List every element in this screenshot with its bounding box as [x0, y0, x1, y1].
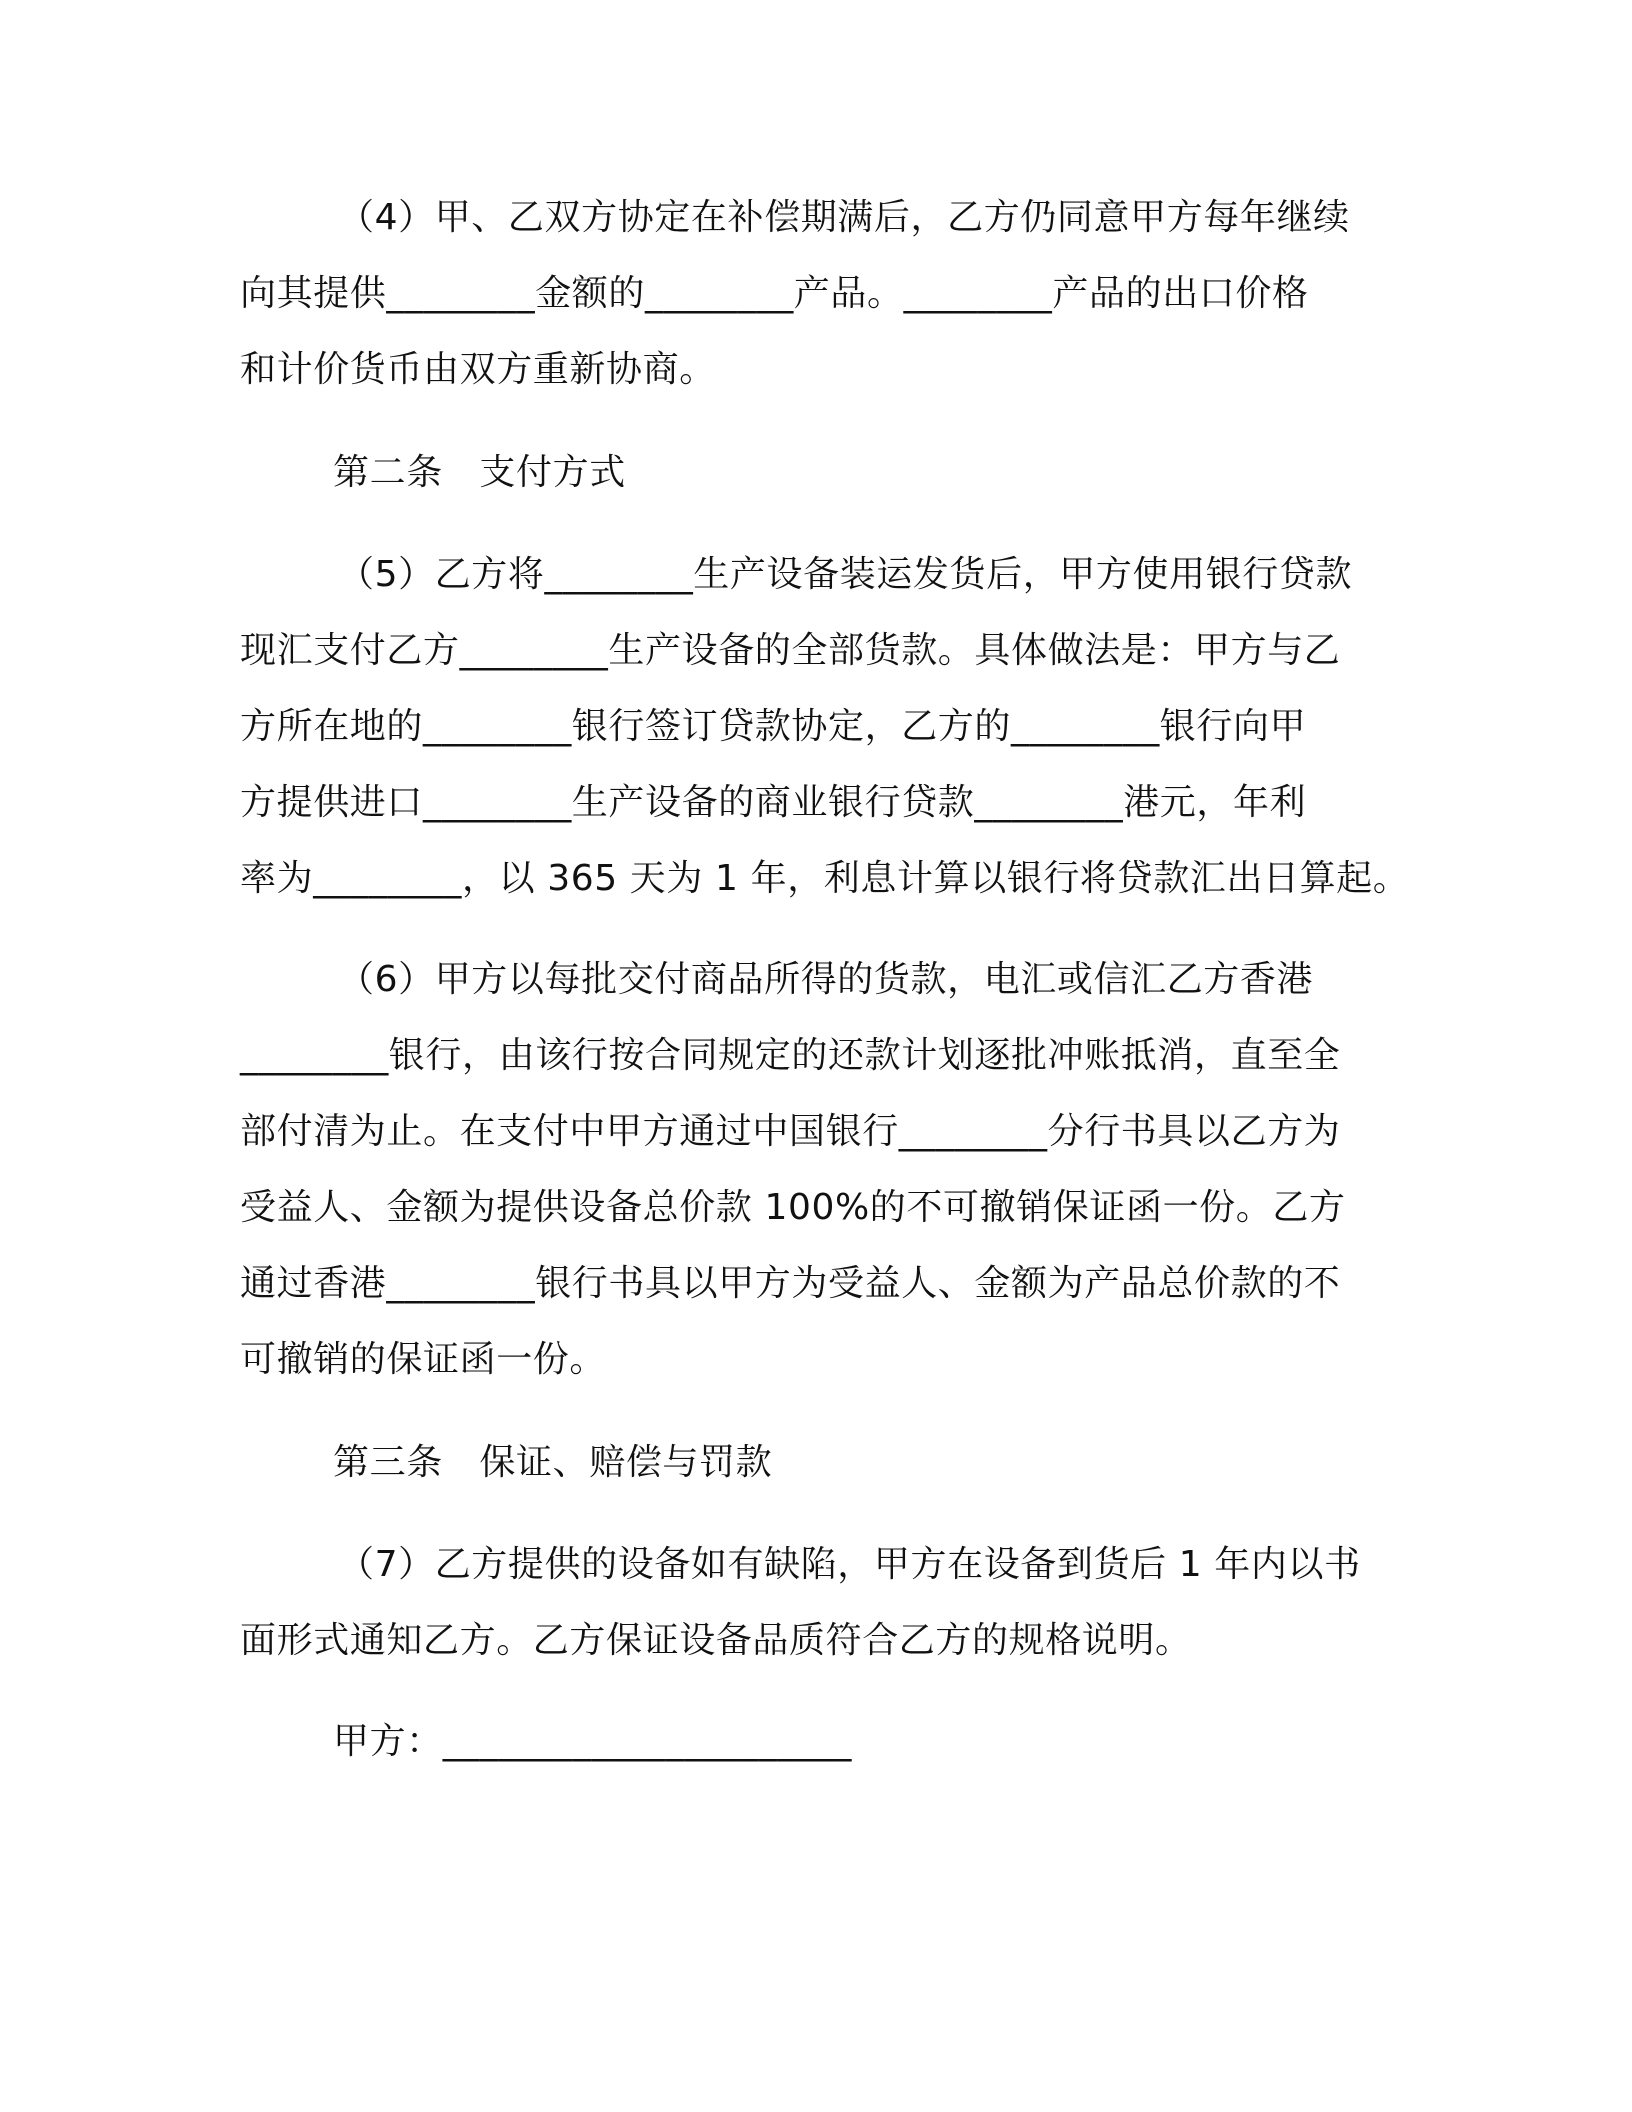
clause-6-line-6: 可撤销的保证函一份。 [240, 1339, 607, 1380]
clause-5-line-3: 方所在地的________银行签订贷款协定，乙方的________银行向甲 [240, 706, 1307, 747]
clause-5-line-4: 方提供进口________生产设备的商业银行贷款________港元，年利 [240, 782, 1307, 823]
clause-7-line-2: 面形式通知乙方。乙方保证设备品质符合乙方的规格说明。 [240, 1620, 1192, 1661]
clause-6-line-4: 受益人、金额为提供设备总价款 100%的不可撤销保证函一份。乙方 [240, 1187, 1346, 1228]
clause-4-line-2: 向其提供________金额的________产品。________产品的出口价格 [240, 273, 1309, 314]
clause-5-line-5: 率为________，以 365 天为 1 年，利息计算以银行将贷款汇出日算起。 [240, 858, 1410, 899]
clause-6-line-3: 部付清为止。在支付中甲方通过中国银行________分行书具以乙方为 [240, 1111, 1341, 1152]
clause-4-line-1: （4）甲、乙双方协定在补偿期满后，乙方仍同意甲方每年继续 [338, 197, 1350, 238]
party-a-signature-line: 甲方：______________________ [333, 1721, 852, 1762]
section-heading-payment: 第二条 支付方式 [333, 452, 626, 493]
clause-4-line-3: 和计价货币由双方重新协商。 [240, 349, 716, 390]
clause-5-line-2: 现汇支付乙方________生产设备的全部货款。具体做法是：甲方与乙 [240, 630, 1341, 671]
clause-5-line-1: （5）乙方将________生产设备装运发货后，甲方使用银行贷款 [338, 554, 1353, 595]
section-heading-guarantee: 第三条 保证、赔偿与罚款 [333, 1442, 773, 1483]
clause-6-line-2: ________银行，由该行按合同规定的还款计划逐批冲账抵消，直至全 [240, 1035, 1341, 1076]
clause-7-line-1: （7）乙方提供的设备如有缺陷，甲方在设备到货后 1 年内以书 [338, 1544, 1361, 1585]
clause-6-line-1: （6）甲方以每批交付商品所得的货款，电汇或信汇乙方香港 [338, 959, 1314, 1000]
clause-6-line-5: 通过香港________银行书具以甲方为受益人、金额为产品总价款的不 [240, 1263, 1341, 1304]
